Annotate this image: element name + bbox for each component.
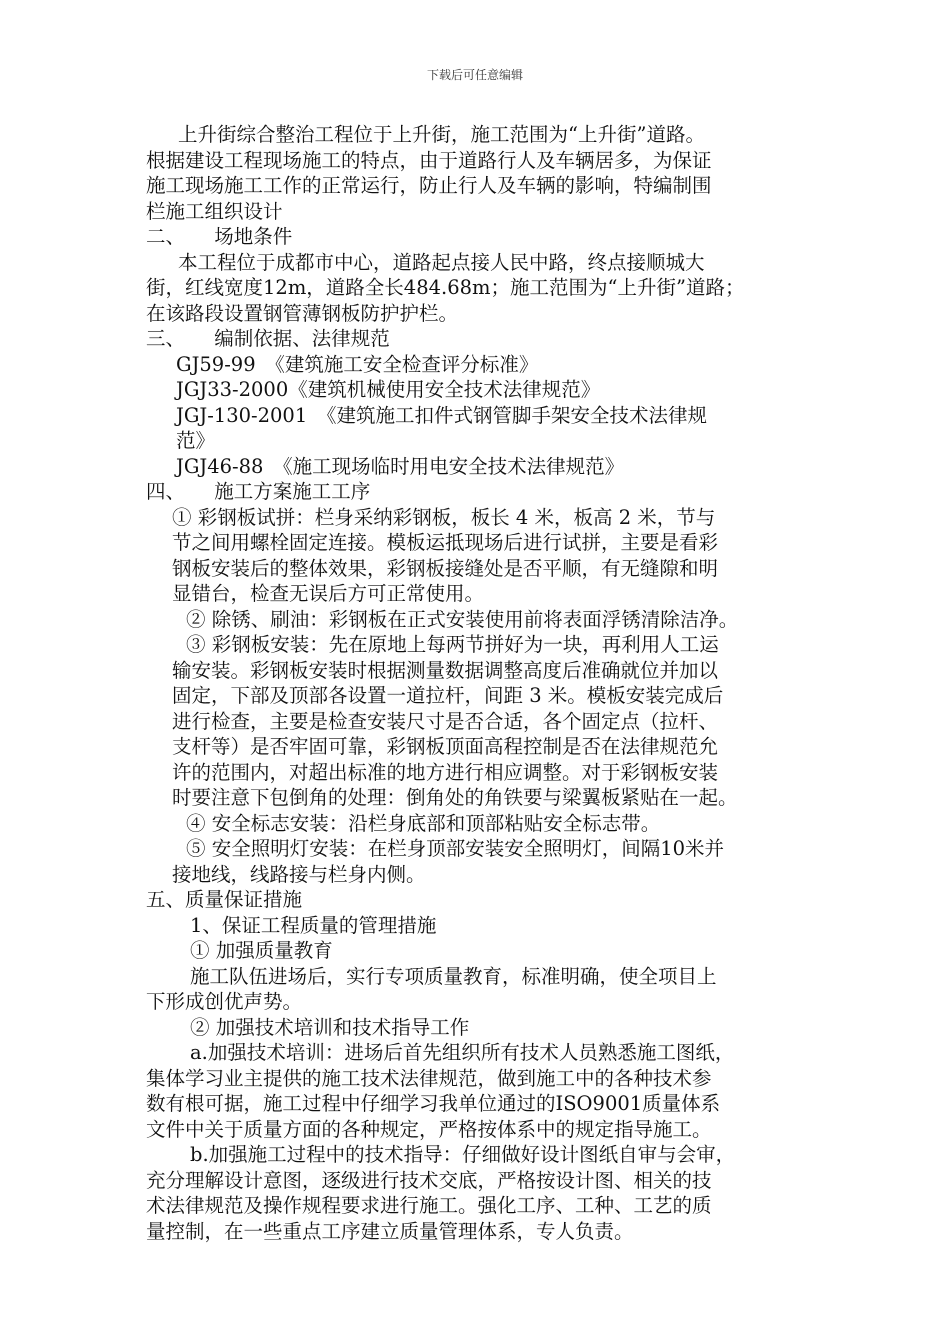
subsection-heading: 1、保证工程质量的管理措施 bbox=[190, 913, 437, 937]
text-line: 支杆等）是否牢固可靠，彩钢板顶面高程控制是否在法律规范允 bbox=[172, 735, 719, 758]
text-line: 施工现场施工工作的正常运行，防止行人及车辆的影响，特编制围 bbox=[146, 174, 712, 197]
text-line: 数有根可据，施工过程中仔细学习我单位通过的ISO9001质量体系 bbox=[146, 1092, 721, 1115]
text-line: 本工程位于成都市中心，道路起点接人民中路，终点接顺城大 bbox=[178, 250, 705, 274]
text-line: a.加强技术培训：进场后首先组织所有技术人员熟悉施工图纸， bbox=[190, 1041, 735, 1064]
text-line: 集体学习业主提供的施工技术法律规范，做到施工中的各种技术参 bbox=[146, 1066, 712, 1090]
text-line: 充分理解设计意图，逐级进行技术交底，严格按设计图、相关的技 bbox=[146, 1168, 712, 1192]
standard-item: JGJ46-88 《施工现场临时用电安全技术法律规范》 bbox=[176, 454, 625, 478]
subsection-heading: ① 加强质量教育 bbox=[190, 939, 333, 962]
text-line: ② 除锈、刷油：彩钢板在正式安装使用前将表面浮锈清除洁净。 bbox=[186, 607, 739, 631]
text-line: ⑤ 安全照明灯安装：在栏身顶部安装安全照明灯，间隔10米并 bbox=[186, 837, 725, 860]
subsection-heading: ② 加强技术培训和技术指导工作 bbox=[190, 1015, 470, 1039]
text-line: 输安装。彩钢板安装时根据测量数据调整高度后准确就位并加以 bbox=[172, 658, 719, 682]
page-header: 下载后可任意编辑 bbox=[426, 68, 523, 82]
text-line: 进行检查，主要是检查安装尺寸是否合适，各个固定点（拉杆、 bbox=[172, 709, 719, 733]
text-line: 根据建设工程现场施工的特点，由于道路行人及车辆居多，为保证 bbox=[146, 148, 712, 172]
text-line: 固定，下部及顶部各设置一道拉杆，间距 3 米。模板安装完成后 bbox=[172, 684, 724, 707]
text-line: 在该路段设置钢管薄钢板防护护栏。 bbox=[146, 301, 459, 325]
text-line: 栏施工组织设计 bbox=[146, 199, 283, 223]
text-line: b.加强施工过程中的技术指导：仔细做好设计图纸自审与会审， bbox=[190, 1143, 736, 1166]
text-line: 钢板安装后的整体效果，彩钢板接缝处是否平顺，有无缝隙和明 bbox=[172, 556, 719, 580]
text-line: ① 彩钢板试拼：栏身采纳彩钢板，板长 4 米，板高 2 米，节与 bbox=[172, 505, 716, 529]
text-line: 许的范围内，对超出标准的地方进行相应调整。对于彩钢板安装 bbox=[172, 760, 719, 784]
text-line: 量控制，在一些重点工序建立质量管理体系，专人负责。 bbox=[146, 1219, 634, 1243]
standard-item: GJ59-99 《建筑施工安全检查评分标准》 bbox=[176, 352, 539, 376]
text-line: 文件中关于质量方面的各种规定，严格按体系中的规定指导施工。 bbox=[146, 1117, 712, 1141]
standard-item: JGJ33-2000《建筑机械使用安全技术法律规范》 bbox=[176, 378, 601, 401]
text-line: 时要注意下包倒角的处理：倒角处的角铁要与梁翼板紧贴在一起。 bbox=[172, 786, 738, 809]
section-heading: 三、 编制依据、法律规范 bbox=[146, 327, 390, 350]
text-line: 术法律规范及操作规程要求进行施工。强化工序、工种、工艺的质 bbox=[146, 1194, 712, 1217]
text-line: ④ 安全标志安装：沿栏身底部和顶部粘贴安全标志带。 bbox=[186, 811, 661, 835]
standard-item: JGJ-130-2001 《建筑施工扣件式钢管脚手架安全技术法律规 bbox=[176, 403, 707, 427]
text-line: 街，红线宽度12m，道路全长484.68m；施工范围为“上升街”道路； bbox=[146, 276, 745, 299]
text-line: 上升街综合整治工程位于上升街，施工范围为“上升街”道路。 bbox=[178, 123, 705, 146]
section-heading: 二、 场地条件 bbox=[146, 225, 293, 248]
text-line: 接地线，线路接与栏身内侧。 bbox=[172, 862, 426, 886]
text-line: 显错台，检查无误后方可正常使用。 bbox=[172, 582, 485, 605]
text-line: 节之间用螺栓固定连接。模板运抵现场后进行试拼，主要是看彩 bbox=[172, 531, 719, 554]
section-heading: 五、质量保证措施 bbox=[146, 888, 303, 911]
text-line: ③ 彩钢板安装：先在原地上每两节拼好为一块，再利用人工运 bbox=[186, 633, 719, 656]
standard-item: 范》 bbox=[176, 429, 216, 452]
section-heading: 四、 施工方案施工工序 bbox=[146, 480, 371, 503]
text-line: 施工队伍进场后，实行专项质量教育，标准明确，使全项目上 bbox=[190, 964, 717, 988]
document-body bbox=[146, 122, 806, 1244]
text-line: 下形成创优声势。 bbox=[146, 990, 303, 1013]
